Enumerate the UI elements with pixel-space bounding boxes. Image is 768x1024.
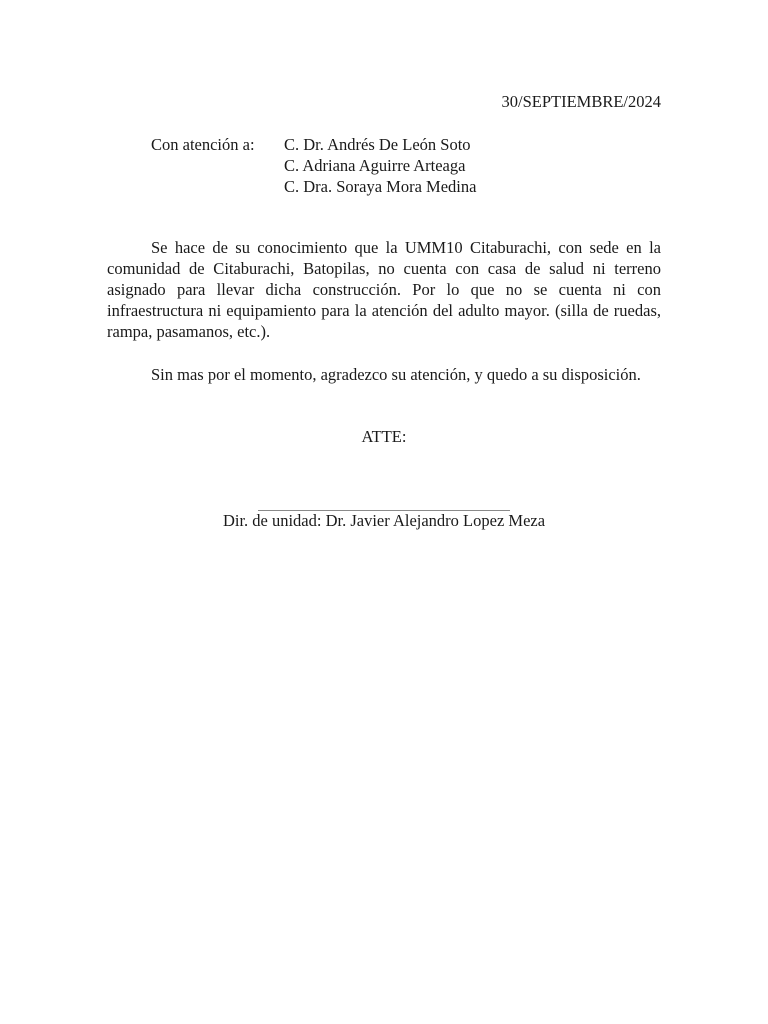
- body-paragraph-closing: Sin mas por el momento, agradezco su atención, y quedo a su disposición.: [151, 365, 641, 384]
- attention-label: Con atención a:: [151, 135, 255, 154]
- recipient-item: C. Adriana Aguirre Arteaga: [284, 156, 466, 175]
- closing-salutation: ATTE:: [361, 427, 407, 446]
- recipient-list: [284, 134, 476, 197]
- recipient-item: C. Dr. Andrés De León Soto: [284, 135, 471, 154]
- recipient-item: C. Dra. Soraya Mora Medina: [284, 177, 477, 196]
- body-paragraph-notice: Se hace de su conocimiento que la UMM10 Citaburachi, con sede en la comunidad de Citaburachi, Batopilas, no cuenta con casa de salud ni terreno asignado para llevar dicha construcción. Por lo que no se cuenta ni con infraestructura ni equipamiento para la atención del adulto mayor. (silla de ruedas, rampa, pasamanos, etc.).: [107, 238, 661, 341]
- signature-name: Dir. de unidad: Dr. Javier Alejandro Lopez Meza: [222, 511, 546, 530]
- letter-date: 30/SEPTIEMBRE/2024: [501, 92, 661, 111]
